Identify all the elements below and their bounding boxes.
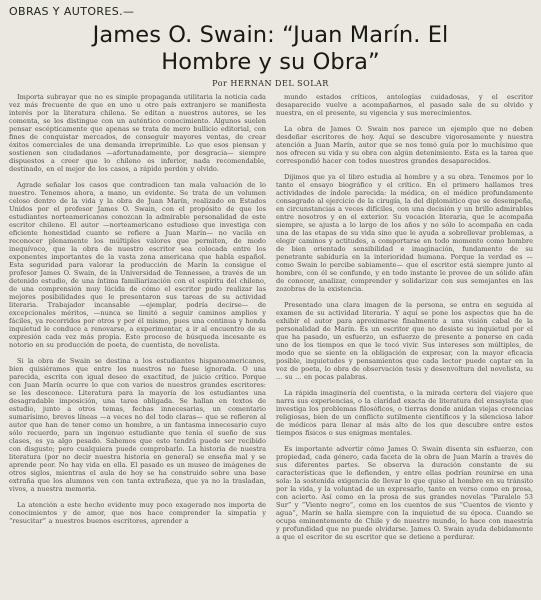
body-paragraph: La atención a este hecho evidente muy poco exagerado nos importa de conocimientos y de amor, que nos hace comprender la simpatía y “resucitar” a nuestros buenos escritores, aprender a <box>9 501 266 525</box>
body-paragraph: La obra de James O. Swain nos parece un ejemplo que no deben desdeñar escritores de hoy. Aquí se descubre vigorosamente y nuestra atención a Juan Marín, autor que se nos tomó guía por lo muchísimo que nos ofrecen su vida y su obra con algún detenimiento. Esta es la tarea que correspondió hacer con todos nuestros grandes desaparecidos. <box>276 125 533 165</box>
article-column-right <box>276 93 533 549</box>
body-paragraph: mundo estados críticos, antologías cuidadosas, y el escritor desaparecido vuelve a acompañarnos, el pasado sale de su olvido y nuestra, en el presente, su vigencia y sus merecimientos. <box>276 93 533 117</box>
section-label: OBRAS Y AUTORES.— <box>9 5 135 18</box>
body-paragraph: Si la obra de Swain se destina a los estudiantes hispanoamericanos, bien quisiéramos que entre los nuestros no fuese ignorada. O una parecida, escrita con igual deseo de exactitud, de juicio crítico. Porque con Juan Marín ocurre lo que con varios de nuestros grandes escritores: se les desconoce. Literatura para la mayoría de los estudiantes una desagradable imposición, una tarea obligada. Se hallan en textos de estudio, junto a otros temas, fechas innecesarias, un comentario sumarísimo, breves líneas —a veces no del todo claras— que se refieren al autor que han de tener como un hombre, a un fantasma innecesario cuyo sólo recuerdo, para un ingenuo estudiante que tenía el sueño de sus clases, es ya algo pesado. Sabemos que esto tendrá puede ser recibido con disgusto; pero cualquiera puede comprobarlo. La historia de nuestra literatura (por no decir nuestra historia en general) se enseña mal y se aprende peor. No hay vida en ella. El pasado es un museo de imágenes de otros siglos, mientras el aula de hoy se ha construido sobre una base extraña que los alumnos ven con tanta extrañeza, que ya no la trasladan, vivos, a nuestra memoria. <box>9 357 266 493</box>
title-line-2: Hombre y su Obra” <box>161 49 380 75</box>
body-paragraph: Importa subrayar que no es simple propaganda utilitaria la noticia cada vez más frecuente de que en uno u otro país extranjero se manifiesta interés por la literatura chilena. Se editan a nuestros autores, se les comenta, se les distingue con un auténtico conocimiento. Algunos suelen pensar escépticamente que apenas se trata de mero bullicio editorial, con fines de conquistar mercados, de conseguir mayores ventas, de crear éxitos comerciales de una demanda irreprimible. Lo que esos piensan y sostienen son ciudadanos —afortunadamente, por desgracia— siempre dispuestos a creer que lo chileno es inferior, nada recomendable, destinado, en el mejor de los casos, a rápido perdón y olvido. <box>9 93 266 173</box>
article-title <box>0 22 541 76</box>
body-paragraph: Es importante advertir cómo James O. Swain disenta sin esfuerzo, con propiedad, cada género, cada faceta de la obra de Juan Marín a través de sus diferentes partes. Se observa la duración constante de su características que le defienden, y entre ellas podrían reunirse en una sola: la sostenida exigencia de llevar lo que quiso al hombre en su tránsito por la vida, y la voluntad de un expresarlo, tanto en verso como en prosa, con acierto. Así como en la prosa de sus grandes novelas “Paralelo 53 Sur” y “Viento negro”, como en los cuentos de sus “Cuentos de viento y agua”, Marín se halla siempre con la inquietud de su época. Cuando se ocupa eminentemente de Chile y de nuestro mundo, lo hace con maestría y profundidad que no puede olvidarse. James O. Swain ayuda debidamente a que el escritor de su escritor que se detiene a perdurar. <box>276 445 533 541</box>
body-paragraph: Agrade señalar los casos que contradicen tan mala valuación de lo nuestro. Tenemos ahora, a mano, un evidente. Se trata de un volumen celoso dentro de la vida y la obra de Juan Marín, realizado en Estados Unidos por el profesor James O. Swain, con el propósito de que los estudiantes norteamericanos conozcan la admirable personalidad de este escritor chileno. El autor —norteamericano estudioso que investiga con eficiente honestidad cuanto se refiere a Juan Marín— no vacila en reconocer plenamente los múltiples valores que permiten, de modo inequívoco, que la obra de nuestro escritor sea colocada entre los exponentes importantes de la vasta zona americana que habla español. Esta seguridad para valorar la producción de Marín la consigue el profesor James O. Swain, de la Universidad de Tennessee, a través de un detenido estudio, de una íntima familiarización con el espíritu del chileno, de una comprensión muy lúcida de cómo el escritor pudo realizar las mejores posibilidades que le presentaron sus tareas de su actividad literaria. Trabajador incansable —ejemplar, podría decirse— de excepcionales méritos, —nunca se limitó a seguir caminos amplios y fáciles, ya recorridos por otros y por él mismo, pues una continua y honda inquietud le conduce a renovarse, a experimentar, a ir al encuentro de su expresión cada vez más propia. Esto proceso de búsqueda incesante es notorio en su producción de poeta, de cuentista, de novelista. <box>9 181 266 349</box>
body-paragraph: Dijimos que ya el libro estudia al hombre y a su obra. Tenemos por lo tanto el ensayo biográfico y el crítico. En el primero hallamos tres actividades de índole parecida: la médica, en el médico profundamente consagrado al ejercicio de la cirugía, la del diplomático que se desempeña, en circunstancias a veces difíciles, con una decisión y un brillo admirables entre nosotros y en el exterior. Su vocación literaria, que le acompaña siempre, se ajusta a lo largo de los años y no sólo lo acompaña en cada una de las etapas de su vida sino que le ayuda a sobrellevar problemas, a elegir caminos y actitudes, a comportarse en todo momento como hombre de bien orientado sensibilidad e imaginación, fundamento de su penetrante sabiduría en la interioridad humana. Porque la verdad es —como Swain lo percibe sabiamente— que el escritor está siempre junto al hombre, con él se confunde, y en todo instante le provee de un sólido afán de conocer, analizar, comprender y solidarizar con sus semejantes en las zozobras de la existencia. <box>276 173 533 293</box>
body-paragraph: La rápida imaginería del cuentista, o la mirada certera del viajero que narra sus experiencias, o la claridad exacta de literatura del ensayista que investiga los problemas filosóficos, o tierras donde anidan viejas creencias religiosas, bien de un conflicto sutilmente científicos y la silenciosa labor de médicos para llenar al más alto de los que descubre entre estos tiempos físicos o sus enigmas mentales. <box>276 389 533 437</box>
title-line-1: James O. Swain: “Juan Marín. El <box>92 22 449 48</box>
article-column-left <box>9 93 266 533</box>
article-byline: Por HERNAN DEL SOLAR <box>212 79 329 88</box>
body-paragraph: Presentado una clara imagen de la persona, se entra en seguida al examen de su actividad literaria. Y aquí se pone los aspectos que ha de exhibir el autor para aproximarse finalmente a una visión cabal de la personalidad de Marín. Es un escritor que no desiste su inquietud por el que ha pasado, un esfuerzo, un esfuerzo de presente a ponerse en cada uno de los tiempos en que le tocó vivir. Sus intereses son múltiples, de modo que se siente en la obligación de expresar, con la mayor eficacia posible, inquietudes y pensamientos que cada lector puede captar en la voz de poeta, lo obra de observación tesis y desenvoltura del novelista, su ... su ... en pocas palabras. <box>276 301 533 381</box>
